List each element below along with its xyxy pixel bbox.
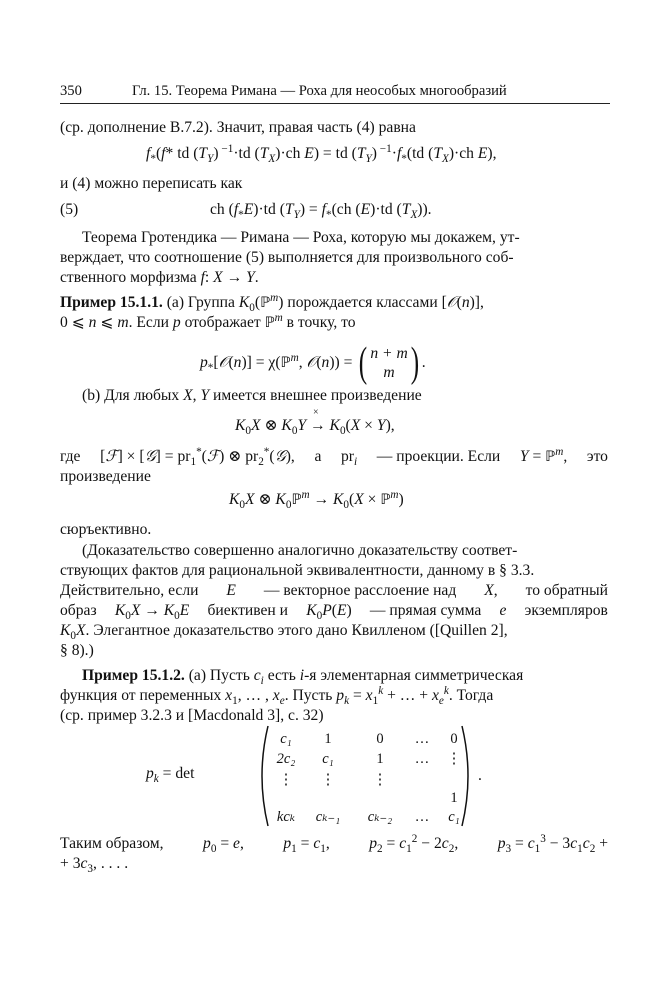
equation-5: ch $(f_*E)\cdot td$ $(T_Y) = f_*(ch$ (E)·td $(T_X)$). — [210, 201, 432, 222]
text-span: экземпляров — [524, 602, 608, 619]
matrix-cell: c₁ — [322, 751, 334, 767]
period: . — [478, 767, 482, 784]
text-line: верждает, что соотношение (5) выполняется для произвольного соб- — [60, 249, 514, 266]
matrix-cell: 2c₂ — [276, 751, 296, 767]
math-inline: $K_0P(E)$ — [306, 602, 352, 623]
matrix-cell: 1 — [324, 731, 332, 747]
text-span: -я элементарная симметрическая — [304, 667, 524, 684]
matrix-cell: cₖ₋₂ — [367, 809, 393, 825]
math-inline: $p_3 = c_1^3 - 3c_1c_2$ + — [497, 832, 608, 856]
matrix-cell: 0 — [376, 731, 384, 747]
math-inline: e — [499, 602, 507, 619]
example-label: Пример 15.1.2. — [82, 667, 185, 684]
text-line: (ср. дополнение B.7.2). Значит, правая часть (4) равна — [60, 119, 416, 136]
text-span: Тогда — [456, 687, 494, 704]
math-inline: $p_0 = e$, — [203, 835, 244, 856]
text-span: это — [586, 448, 608, 465]
text-span: — векторное расслоение над — [263, 582, 457, 599]
text-span: Действительно, если — [60, 582, 199, 599]
text-span: где — [60, 448, 81, 465]
display-equation: $K_0X$ ⊗ $K_0Y$ × → $K_0(X \times Y)$, — [235, 407, 395, 438]
math-inline: $p_1 = c_1$, — [283, 835, 330, 856]
matrix-cell: ⋮ — [278, 772, 294, 788]
matrix-cell: ⋮ — [372, 772, 388, 788]
display-equation: $K_0X$ ⊗ $K_0ℙ^m \to K_0(X$ × ℙ$^m$) — [229, 488, 404, 512]
det-label: $p_k = \det$ — [146, 765, 195, 786]
matrix-cell: kcₖ — [276, 809, 296, 825]
matrix-cell: … — [414, 731, 430, 747]
text-line: (ср. пример 3.2.3 и [Macdonald 3], с. 32) — [60, 707, 324, 724]
justified-line — [60, 832, 608, 856]
text-line: (Доказательство совершенно аналогично доказательству соответ- — [82, 542, 518, 559]
matrix-cell: 1 — [376, 751, 384, 767]
text-line: 0 ⩽ n ⩽ m. Если p отображает ℙ$^m$ в точку, то — [60, 311, 356, 331]
text-span: есть — [267, 667, 296, 684]
matrix-cell: 0 — [450, 731, 458, 747]
equation-label: (5) — [60, 201, 79, 218]
matrix-cell: cₖ₋₁ — [315, 809, 341, 825]
justified-line — [60, 445, 608, 469]
math-inline: $p_2 = c_1^2 - 2c_2$, — [369, 832, 459, 856]
example-15-1-1-line: Пример 15.1.1. (a) Группа $K_0(ℙ^m)$ порождается классами [𝒪(n)], — [60, 291, 484, 315]
text-span: а — [314, 448, 322, 465]
math-inline: $K_0X \to K_0E$ — [114, 602, 190, 623]
text-line: сюръективно. — [60, 521, 152, 538]
text-span: порождается классами — [287, 294, 438, 311]
matrix-cell: 1 — [450, 790, 458, 806]
text-line: функция от переменных $x_1$, … , $x_e$. Пусть $p_k = x_1^k$ + … + $x_e^k$. Тогда — [60, 684, 494, 708]
text-span: — проекции. Если — [376, 448, 501, 465]
page-number: 350 — [60, 83, 82, 99]
text-span: (a) Пусть — [188, 667, 250, 684]
text-span: (b) Для любых — [82, 387, 180, 404]
matrix-cell: ⋮ — [320, 772, 336, 788]
math-inline: E — [226, 582, 236, 599]
text-line: и (4) можно переписать как — [60, 175, 243, 192]
justified-line — [60, 602, 608, 623]
example-15-1-2-line: Пример 15.1.2. (a) Пусть $c_i$ есть i-я элементарная симметрическая — [82, 667, 524, 688]
text-span: имеется внешнее произведение — [213, 387, 422, 404]
math-inline: Y = ℙ$^m$, — [519, 445, 568, 465]
text-span: функция от переменных — [60, 687, 222, 704]
display-equation: $p_*[𝒪(n)]$ = χ(ℙ$^m$, 𝒪(n)) = ( n + m m ) . — [200, 340, 426, 386]
text-span: отображает — [184, 314, 261, 331]
matrix-cell: … — [414, 751, 430, 767]
math-inline: $pr_i$ — [340, 448, 358, 469]
text-line: + $3c_3$, . . . . — [60, 855, 129, 876]
text-span: — прямая сумма — [369, 602, 482, 619]
text-line: произведение — [60, 468, 151, 485]
display-equation: $f_*(f*$ td $(T_Y)$ $^{-1}$·td $(T_X)\cdot ch$ E) = td $(T_Y)$ $^{-1}\cdot f_*(td$ $(T_X)\cdot ch$ E), — [146, 142, 497, 166]
math-inline: [ℱ] × [𝒢] = $pr_1^*(ℱ)$ ⊗ $pr_2^*(𝒢)$, — [100, 445, 295, 469]
example-label: Пример 15.1.1. — [60, 294, 163, 311]
det-word: det — [175, 765, 195, 782]
text-span: Если — [136, 314, 169, 331]
text-span: Элегантное доказательство этого дано Квилленом ([Quillen 2], — [93, 622, 508, 639]
text-line: Теорема Гротендика — Римана — Роха, которую мы докажем, ут- — [82, 229, 520, 246]
justified-line — [60, 583, 608, 599]
matrix-cell: ⋮ — [446, 751, 462, 767]
text-span: Пусть — [292, 687, 333, 704]
text-span: в точку, то — [286, 314, 356, 331]
matrix-cell: c₁ — [448, 809, 460, 825]
header-rule — [60, 103, 610, 104]
text-span: биективен и — [207, 602, 289, 619]
text-span: ственного морфизма — [60, 269, 197, 286]
text-span: то обратный — [525, 582, 608, 599]
text-line: ственного морфизма f: X → Y. — [60, 269, 259, 286]
matrix-cell: … — [414, 809, 430, 825]
text-span: образ — [60, 602, 97, 619]
text-line: $K_0X$. Элегантное доказательство этого дано Квилленом ([Quillen 2], — [60, 622, 508, 643]
text-span: Таким образом, — [60, 835, 164, 852]
determinant-formula — [146, 724, 486, 828]
matrix-cell: c₁ — [280, 731, 292, 747]
text-line: (b) Для любых X, Y имеется внешнее произведение — [82, 387, 422, 404]
math-inline: X, — [484, 582, 498, 599]
text-span: (a) Группа — [166, 294, 235, 311]
running-head: Гл. 15. Теорема Римана — Роха для неособых многообразий — [132, 83, 507, 99]
text-line: ствующих фактов для рациональной эквивалентности, данному в § 3.3. — [60, 562, 535, 579]
text-line: § 8).) — [60, 642, 94, 659]
